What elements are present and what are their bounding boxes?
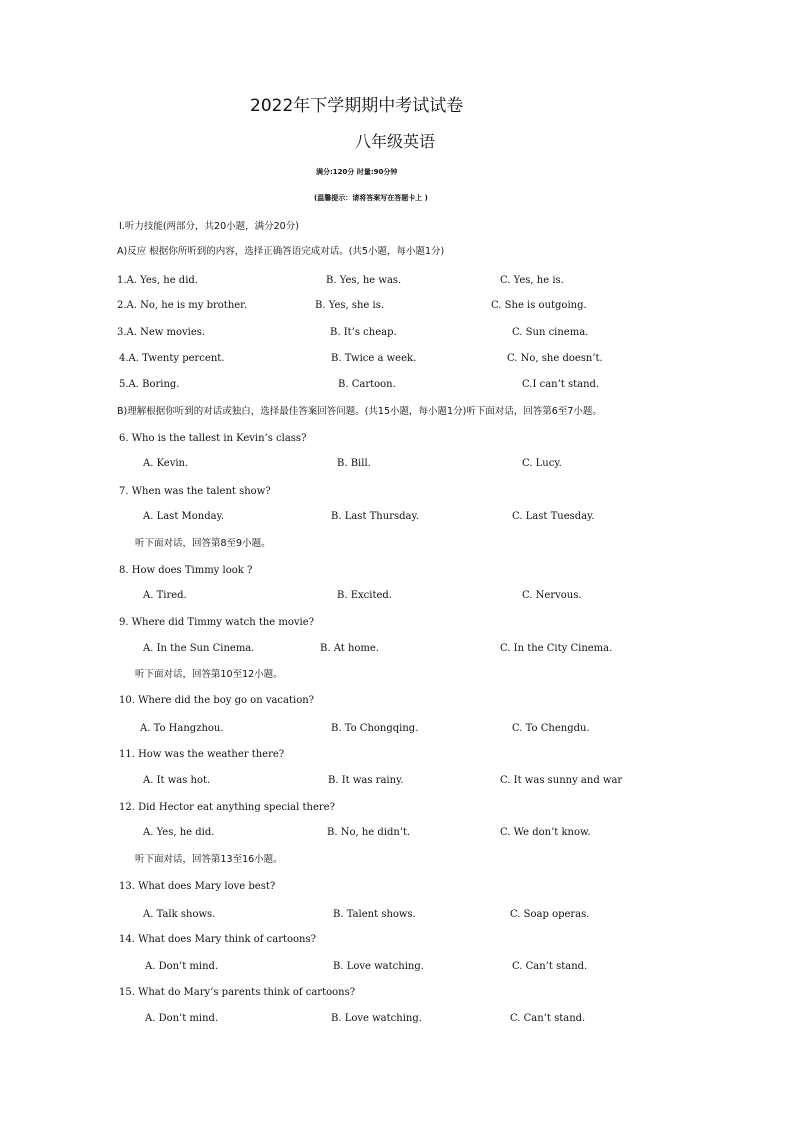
option-a: A. Kevin. xyxy=(143,458,189,469)
option-b: B. It’s cheap. xyxy=(330,327,397,338)
option-a: 4.A. Twenty percent. xyxy=(119,353,225,364)
part-a-heading: A)反应 根据你所听到的内容，选择正确答语完成对话。(共5小题，每小题1分) xyxy=(117,246,445,257)
score-info: 满分:120分 时量:90分钟 xyxy=(316,168,398,176)
question-text: 13. What does Mary love best? xyxy=(119,881,276,892)
exam-note: (温馨提示：请将答案写在答题卡上 ) xyxy=(314,194,428,202)
option-c: C. In the City Cinema. xyxy=(500,643,613,654)
option-a: A. Talk shows. xyxy=(143,909,216,920)
option-c: C. We don’t know. xyxy=(500,827,591,838)
option-a: A. Don’t mind. xyxy=(145,961,219,972)
question-text: 11. How was the weather there? xyxy=(119,749,285,760)
option-a: 3.A. New movies. xyxy=(117,327,206,338)
option-c: C. Lucy. xyxy=(522,458,562,469)
option-c: C. Last Tuesday. xyxy=(512,511,595,522)
option-c: C. It was sunny and war xyxy=(500,775,623,786)
option-a: A. Don’t mind. xyxy=(145,1013,219,1024)
option-a: A. In the Sun Cinema. xyxy=(143,643,255,654)
option-c: C. Can’t stand. xyxy=(510,1013,586,1024)
option-b: B. It was rainy. xyxy=(328,775,404,786)
option-b: B. No, he didn’t. xyxy=(327,827,411,838)
option-b: B. Cartoon. xyxy=(338,379,396,390)
exam-title: 2022年下学期期中考试试卷 xyxy=(250,96,464,116)
option-b: B. At home. xyxy=(320,643,379,654)
option-b: B. Talent shows. xyxy=(333,909,416,920)
option-a: A. Yes, he did. xyxy=(143,827,215,838)
option-c: C.I can’t stand. xyxy=(522,379,600,390)
question-text: 15. What do Mary’s parents think of cartoons? xyxy=(119,987,356,998)
option-b: B. Yes, she is. xyxy=(315,300,385,311)
section-heading: Ⅰ.听力技能(两部分，共20小题，满分20分) xyxy=(119,221,299,232)
option-a: A. Tired. xyxy=(143,590,187,601)
option-a: A. Last Monday. xyxy=(143,511,225,522)
question-text: 6. Who is the tallest in Kevin’s class? xyxy=(119,433,307,444)
question-text: 8. How does Timmy look ? xyxy=(119,565,253,576)
question-text: 7. When was the talent show? xyxy=(119,486,271,497)
option-b: B. Excited. xyxy=(337,590,392,601)
option-b: B. Yes, he was. xyxy=(326,275,402,286)
part-b-heading: B)理解根据你听到的对话或独白，选择最佳答案回答问题。(共15小题，每小题1分)听下面对话，回答第6至7小题。 xyxy=(117,406,602,417)
option-c: C. Can’t stand. xyxy=(512,961,588,972)
listening-instruction: 听下面对话，回答第8至9小题。 xyxy=(135,538,271,549)
option-c: C. No, she doesn’t. xyxy=(507,353,603,364)
option-c: C. She is outgoing. xyxy=(491,300,587,311)
question-text: 14. What does Mary think of cartoons? xyxy=(119,934,316,945)
option-b: B. Love watching. xyxy=(331,1013,422,1024)
listening-instruction: 听下面对话，回答第13至16小题。 xyxy=(135,854,283,865)
option-c: C. To Chengdu. xyxy=(512,723,590,734)
option-a: 1.A. Yes, he did. xyxy=(117,275,198,286)
option-b: B. To Chongqing. xyxy=(331,723,419,734)
option-b: B. Bill. xyxy=(337,458,371,469)
question-text: 10. Where did the boy go on vacation? xyxy=(119,695,315,706)
option-c: C. Nervous. xyxy=(522,590,582,601)
option-a: 5.A. Boring. xyxy=(119,379,180,390)
option-b: B. Twice a week. xyxy=(331,353,417,364)
option-b: B. Last Thursday. xyxy=(331,511,419,522)
option-b: B. Love watching. xyxy=(333,961,424,972)
option-a: A. To Hangzhou. xyxy=(140,723,224,734)
option-a: 2.A. No, he is my brother. xyxy=(117,300,248,311)
option-c: C. Sun cinema. xyxy=(512,327,589,338)
option-c: C. Soap operas. xyxy=(510,909,590,920)
listening-instruction: 听下面对话，回答第10至12小题。 xyxy=(135,669,283,680)
option-a: A. It was hot. xyxy=(143,775,211,786)
question-text: 12. Did Hector eat anything special there? xyxy=(119,802,335,813)
option-c: C. Yes, he is. xyxy=(500,275,564,286)
exam-subtitle: 八年级英语 xyxy=(355,132,436,151)
question-text: 9. Where did Timmy watch the movie? xyxy=(119,617,315,628)
